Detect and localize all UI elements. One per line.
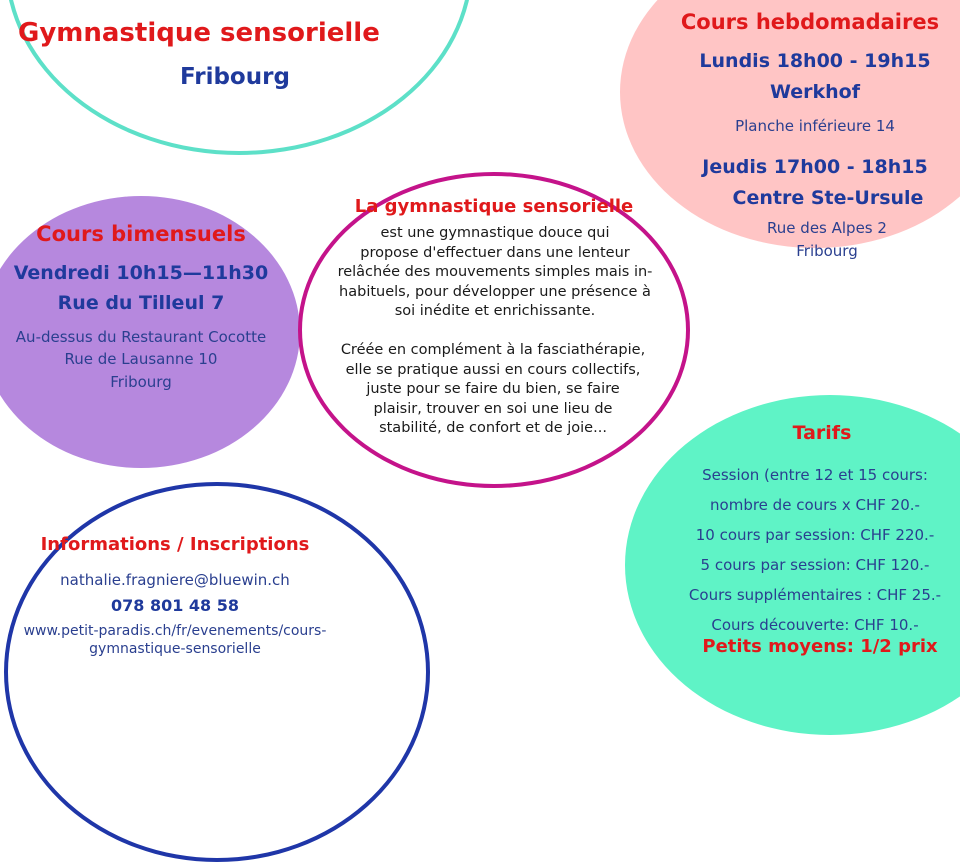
biweekly-heading: Cours bimensuels: [36, 222, 246, 246]
weekly-slot2-city: Fribourg: [796, 242, 858, 260]
contact-email-link[interactable]: nathalie.fragniere@bluewin.ch: [60, 571, 290, 589]
weekly-slot1-address: Planche inférieure 14: [735, 117, 895, 135]
magenta-ring-decoration: [298, 172, 690, 488]
biweekly-address-line3: Fribourg: [110, 373, 172, 391]
tarif-line: 5 cours par session: CHF 120.-: [700, 556, 930, 574]
page-title: Gymnastique sensorielle: [18, 18, 380, 48]
weekly-slot2-place: Centre Ste-Ursule: [732, 187, 924, 209]
weekly-heading: Cours hebdomadaires: [680, 10, 940, 34]
about-paragraph-1: est une gymnastique douce qui propose d'effectuer dans une lenteur relâchée des mouvements simples mais in- habituels, pour développer une présence à soi inédite et enrichissante.: [337, 225, 653, 319]
about-heading: La gymnastique sensorielle: [354, 196, 634, 217]
biweekly-address-line2: Rue de Lausanne 10: [64, 350, 218, 368]
tarif-line: Cours supplémentaires : CHF 25.-: [688, 586, 942, 604]
weekly-slot1-time: Lundis 18h00 - 19h15: [699, 50, 931, 72]
about-paragraph-2: Créée en complément à la fasciathérapie, elle se pratique aussi en cours collectifs, juste pour se faire du bien, se faire plaisir, trouver en soi une lieu de stabilité, de confort et de joie...: [340, 342, 646, 436]
contact-heading: Informations / Inscriptions: [40, 534, 310, 555]
weekly-slot2-time: Jeudis 17h00 - 18h15: [702, 156, 928, 178]
tarifs-heading: Tarifs: [792, 422, 852, 444]
contact-phone[interactable]: 078 801 48 58: [110, 596, 240, 615]
tarif-line: nombre de cours x CHF 20.-: [710, 496, 920, 514]
tarif-line: 10 cours par session: CHF 220.-: [695, 526, 935, 544]
biweekly-place: Rue du Tilleul 7: [57, 292, 225, 314]
tarif-line: Cours découverte: CHF 10.-: [711, 616, 919, 634]
biweekly-time: Vendredi 10h15—11h30: [13, 262, 269, 284]
tarifs-reduced-note: Petits moyens: 1/2 prix: [702, 636, 938, 657]
city-subtitle: Fribourg: [180, 64, 290, 90]
contact-website-link[interactable]: www.petit-paradis.ch/fr/evenements/cours- gymnastique-sensorielle: [23, 623, 327, 657]
tarif-line: Session (entre 12 et 15 cours:: [702, 466, 928, 484]
tarifs-list: [670, 460, 960, 640]
weekly-slot1-place: Werkhof: [769, 81, 861, 103]
biweekly-address-line1: Au-dessus du Restaurant Cocotte: [15, 328, 267, 346]
weekly-slot2-address: Rue des Alpes 2: [767, 219, 887, 237]
